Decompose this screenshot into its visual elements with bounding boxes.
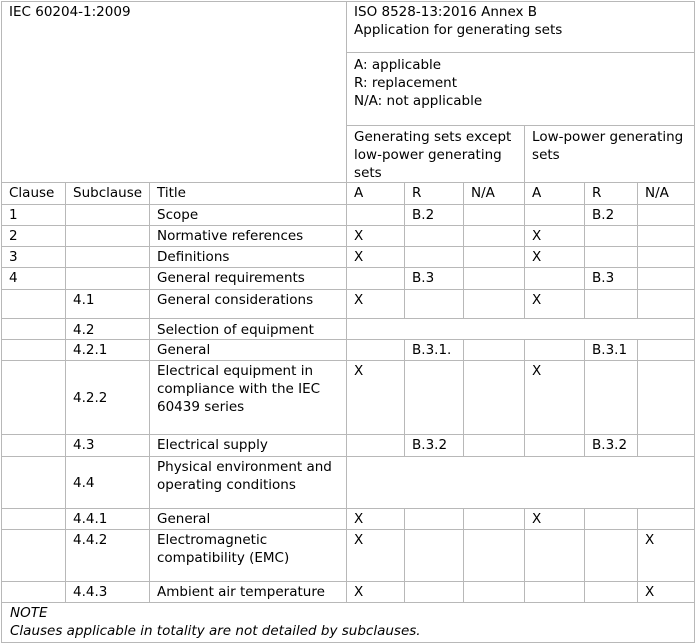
table-row: 1 Scope B.2 B.2 [2, 205, 695, 226]
table-row: 4.2 Selection of equipment [2, 319, 695, 340]
table-row: 4.4 Physical environment and operating conditions [2, 457, 695, 509]
application-label: Application for generating sets [354, 22, 563, 38]
table-row: 4.2.2 Electrical equipment in compliance with the IEC 60439 series X X [2, 361, 695, 435]
note-label: NOTE [10, 605, 48, 621]
table-row: 4.2.1 General B.3.1. B.3.1 [2, 340, 695, 361]
group-header-standard: Generating sets except low-power generating sets [347, 126, 525, 183]
column-header-r-low-power: R [585, 183, 638, 205]
note-row [2, 603, 695, 643]
iso-standard-label: ISO 8528-13:2016 Annex B [354, 4, 538, 20]
iec-standard-cell [2, 2, 347, 183]
column-header-na: N/A [464, 183, 525, 205]
group-header-low-power: Low-power generating sets [525, 126, 695, 183]
clause-application-table [1, 1, 695, 643]
table-row: 4.3 Electrical supply B.3.2 B.3.2 [2, 435, 695, 457]
iec-standard-label: IEC 60204-1:2009 [9, 4, 131, 20]
legend-cell [347, 53, 695, 126]
legend-applicable: A: applicable [354, 57, 442, 73]
note-text: Clauses applicable in totality are not detailed by subclauses. [10, 623, 421, 639]
column-header-title: Title [150, 183, 347, 205]
table-row: 4.4.2 Electromagnetic compatibility (EMC) X X [2, 530, 695, 582]
table-row: 4.4.3 Ambient air temperature X X [2, 582, 695, 603]
legend-not-applicable: N/A: not applicable [354, 93, 483, 109]
column-header-na-low-power: N/A [638, 183, 695, 205]
column-header-clause: Clause [2, 183, 66, 205]
table-row: 3 Definitions X X [2, 247, 695, 268]
column-header-subclause: Subclause [66, 183, 150, 205]
table-row: 2 Normative references X X [2, 226, 695, 247]
standard-header-row [2, 2, 695, 53]
column-header-r: R [405, 183, 464, 205]
note-cell [2, 603, 695, 643]
iso-standard-cell [347, 2, 695, 53]
table-row: 4.1 General considerations X X [2, 290, 695, 319]
column-header-a: A [347, 183, 405, 205]
column-header-row [2, 183, 695, 205]
table-row: 4 General requirements B.3 B.3 [2, 268, 695, 290]
legend-replacement: R: replacement [354, 75, 458, 91]
table-row: 4.4.1 General X X [2, 509, 695, 530]
column-header-a-low-power: A [525, 183, 585, 205]
